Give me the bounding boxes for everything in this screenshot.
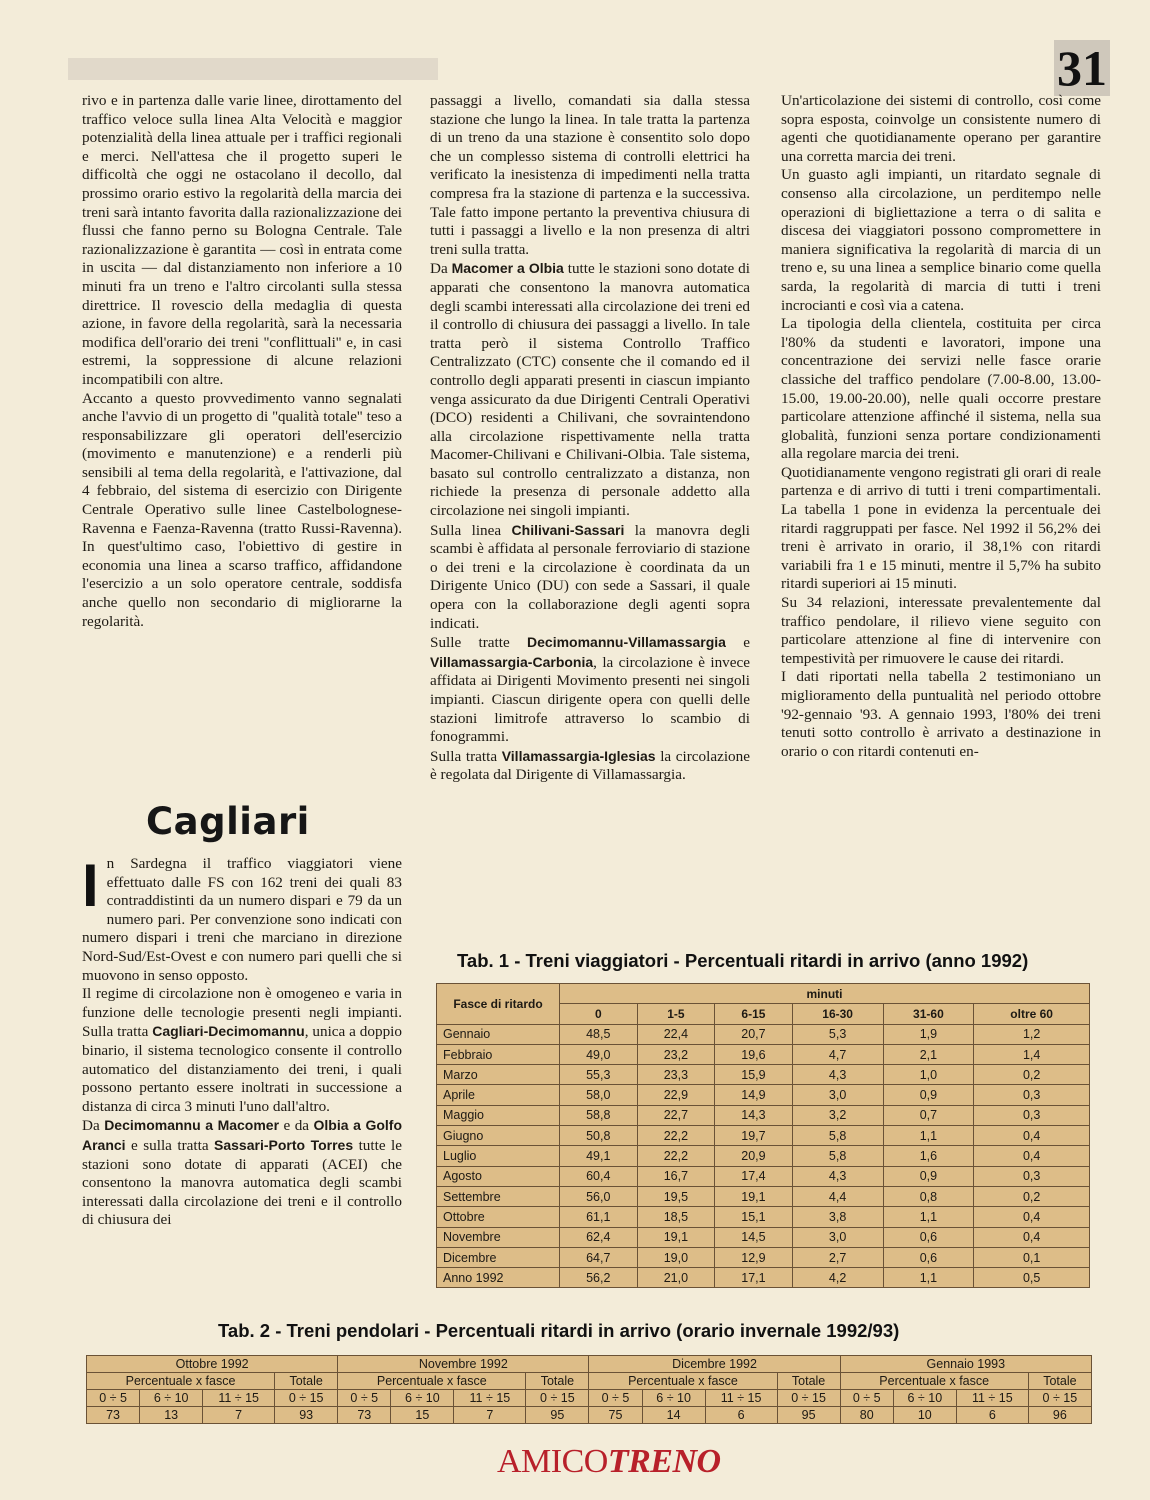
table-cell: 17,4: [715, 1166, 793, 1186]
paragraph: Sulle tratte Decimomannu-Villamassargia e Villamassargia-Carbonia, la circolazione è invece affidata ai Dirigenti Movimento presenti nei singoli impianti. Ciascun dirigente opera con quelli delle stazioni limitrofe attraverso lo scambio di fonogrammi.: [430, 634, 750, 746]
table-row: [437, 1146, 1090, 1166]
table-cell: 3,2: [792, 1105, 883, 1125]
table-cell: 0,9: [883, 1085, 974, 1105]
table-row: [437, 1268, 1090, 1288]
row-label: Anno 1992: [437, 1268, 560, 1288]
group-header: minuti: [560, 984, 1090, 1004]
table-cell: 75: [589, 1407, 642, 1424]
table-cell: 0,9: [883, 1166, 974, 1186]
table-cell: 2,7: [792, 1247, 883, 1267]
table-cell: 4,3: [792, 1065, 883, 1085]
range-header: 0 ÷ 5: [840, 1390, 893, 1407]
table-cell: 96: [1028, 1407, 1091, 1424]
month-header: Dicembre 1992: [589, 1356, 840, 1373]
table-cell: 0,4: [974, 1146, 1090, 1166]
paragraph: Su 34 relazioni, interessate prevalentemente dal traffico pendolare, il rilievo viene seguito con particolare attenzione al fine di intervenire con tempestività per rimuovere le cause dei ritardi.: [781, 594, 1101, 667]
paragraph: passaggi a livello, comandati sia dalla stessa stazione che lungo la linea. In tale tratta la partenza di un treno da una stazione è consentito solo dopo che un complesso sistema di controlli elettrici ha verificato la inesistenza di impedimenti nella tratta compresa fra la stazione di partenza e la successiva. Tale fatto impone pertanto la preventiva chiusura di tutti i passaggi a livello e la non presenza di altri treni sulla tratta.: [430, 92, 750, 258]
table-cell: 0,2: [974, 1065, 1090, 1085]
paragraph: Da Macomer a Olbia tutte le stazioni sono dotate di apparati che consentono la manovra automatica degli scambi interessati alla circolazione dei treni ed il controllo di chiusura dei passaggi a livello. In tale tratta però il sistema Controllo Traffico Centralizzato (CTC) consente che il comando ed il controllo degli apparati presenti in ciascun impianto venga assicurato da due Dirigenti Centrali Operativi (DCO) residenti a Chilivani, che sovraintendono alla circolazione rispettivamente nella tratta Macomer-Chilivani e Chilivani-Olbia. Tale sistema, basato sul controllo centralizzato a distanza, non richiede la presenza di personale addetto alla circolazione nei singoli impianti.: [430, 260, 750, 520]
table-cell: 55,3: [560, 1065, 638, 1085]
table-cell: 21,0: [637, 1268, 715, 1288]
table-cell: 0,6: [883, 1247, 974, 1267]
paragraph: Sulla tratta Villamassargia-Iglesias la circolazione è regolata dal Dirigente di Villamassargia.: [430, 747, 750, 784]
magazine-logo: AMICOTRENO: [497, 1443, 721, 1480]
table-cell: 22,2: [637, 1146, 715, 1166]
paragraph: Un guasto agli impianti, un ritardato segnale di consenso alla circolazione, un perditempo nelle operazioni di bigliettazione a terra o di salita e discesa dei viaggiatori possono compromettere in maniera significativa la regolarità di marcia di un treno e, su una linea a semplice binario come quella sarda, la regolarità di marcia di tutti i treni incrocianti e così via a catena.: [781, 166, 1101, 314]
table-cell: 56,2: [560, 1268, 638, 1288]
paragraph: Sulla linea Chilivani-Sassari la manovra degli scambi è affidata al personale ferroviario di stazione o dei treni e la circolazione è coordinata da un Dirigente Unico (DU) con sede a Sassari, il quale opera con la collaborazione degli agenti sopra indicati.: [430, 521, 750, 632]
table-cell: 60,4: [560, 1166, 638, 1186]
column-header: 16-30: [792, 1004, 883, 1024]
row-label: Dicembre: [437, 1247, 560, 1267]
table-cell: 3,8: [792, 1207, 883, 1227]
table-cell: 14: [642, 1407, 705, 1424]
column-1: [82, 92, 402, 631]
table-cell: 1,9: [883, 1024, 974, 1044]
row-label: Giugno: [437, 1126, 560, 1146]
table-cell: 7: [203, 1407, 275, 1424]
table-cell: 22,4: [637, 1024, 715, 1044]
paragraph: Accanto a questo provvedimento vanno segnalati anche l'avvio di un progetto di ''qualità totale'' teso a responsabilizzare gli operatori dell'esercizio (movimento e manutenzione) e a renderli più sensibili al tema della regolarità, e l'attivazione, dal 4 febbraio, del sistema di esercizio con Dirigente Centrale Operativo sulle linee Castelbolognese-Ravenna e Faenza-Ravenna (tratto Russi-Ravenna). In quest'ultimo caso, l'obiettivo di gestire in economia una linea a scarso traffico, affidandone l'esercizio a un solo operatore centrale, soddisfa anche quello non secondario di migliorarne la regolarità.: [82, 389, 402, 630]
table-cell: 50,8: [560, 1126, 638, 1146]
page-number: 31: [1054, 40, 1110, 96]
table-cell: 22,9: [637, 1085, 715, 1105]
column-header: 31-60: [883, 1004, 974, 1024]
range-header: 6 ÷ 10: [140, 1390, 203, 1407]
table-2: [86, 1355, 1092, 1424]
paragraph: Da Decimomannu a Macomer e da Olbia a Golfo Aranci e sulla tratta Sassari-Porto Torres tutte le stazioni sono dotate di apparati (ACEI) che consentono la manovra automatica degli scambi interessati dalla circolazione dei treni e il controllo di chiusura dei: [82, 1117, 402, 1229]
column-header: 1-5: [637, 1004, 715, 1024]
table-row: [437, 1227, 1090, 1247]
table-cell: 4,2: [792, 1268, 883, 1288]
table-cell: 48,5: [560, 1024, 638, 1044]
table-cell: 0,8: [883, 1186, 974, 1206]
range-header: 11 ÷ 15: [203, 1390, 275, 1407]
table-cell: 0,1: [974, 1247, 1090, 1267]
table-cell: 1,6: [883, 1146, 974, 1166]
table-cell: 17,1: [715, 1268, 793, 1288]
table-cell: 7: [454, 1407, 526, 1424]
month-header: Gennaio 1993: [840, 1356, 1091, 1373]
table-row: [437, 1186, 1090, 1206]
table-cell: 13: [140, 1407, 203, 1424]
table-row: [437, 1085, 1090, 1105]
row-label: Novembre: [437, 1227, 560, 1247]
table-1-title: Tab. 1 - Treni viaggiatori - Percentuali ritardi in arrivo (anno 1992): [457, 950, 1029, 971]
table-cell: 95: [526, 1407, 589, 1424]
drop-cap: I: [82, 852, 99, 919]
table-cell: 19,0: [637, 1247, 715, 1267]
table-cell: 0,7: [883, 1105, 974, 1125]
table-cell: 15,1: [715, 1207, 793, 1227]
table-cell: 5,3: [792, 1024, 883, 1044]
table-cell: 1,4: [974, 1044, 1090, 1064]
table-cell: 22,2: [637, 1126, 715, 1146]
month-header: Ottobre 1992: [87, 1356, 338, 1373]
table-row: [437, 1126, 1090, 1146]
table-cell: 0,6: [883, 1227, 974, 1247]
sub-header: Percentuale x fasce: [840, 1373, 1028, 1390]
table-cell: 64,7: [560, 1247, 638, 1267]
range-header: 0 ÷ 5: [87, 1390, 140, 1407]
table-cell: 6: [705, 1407, 777, 1424]
paragraph: In Sardegna il traffico viaggiatori viene effettuato dalle FS con 162 treni dei quali 83 contraddistinti da un numero dispari e 79 da un numero pari. Per convenzione sono indicati con numero dispari i treni che marciano in direzione Nord-Sud/Est-Ovest e con numero pari quelli che si muovono in senso opposto.: [82, 852, 402, 984]
table-row: [437, 1044, 1090, 1064]
range-header: 11 ÷ 15: [956, 1390, 1028, 1407]
column-3: [781, 92, 1101, 761]
table-cell: 62,4: [560, 1227, 638, 1247]
table-cell: 0,5: [974, 1268, 1090, 1288]
table-cell: 0,4: [974, 1126, 1090, 1146]
paragraph: rivo e in partenza dalle varie linee, dirottamento del traffico veloce sulla linea Alta Velocità e maggior potenzialità della linea attuale per i traffici regionali e merci. Nell'attesa che il progetto superi le difficoltà che oggi ne ostacolano il decollo, dal prossimo orario estivo la regolarità della marcia dei treni sarà intanto favorita dalla razionalizzazione dei flussi che fanno perno su Bologna Centrale. Tale razionalizzazione è garantita — così in entrata come in uscita — dal distanziamento non inferiore a 10 minuti fra un treno e l'altro circolanti sulla stessa direttrice. Il rovescio della medaglia di questa azione, in favore della regolarità, sarà la necessaria modifica dell'orario dei treni ''conflittuali'' e, in casi estremi, la soppressione di alcune relazioni incompatibili con altre.: [82, 92, 402, 388]
table-cell: 19,6: [715, 1044, 793, 1064]
table-cell: 5,8: [792, 1146, 883, 1166]
row-label: Luglio: [437, 1146, 560, 1166]
paragraph: I dati riportati nella tabella 2 testimoniano un miglioramento della puntualità nel periodo ottobre '92-gennaio '93. A gennaio 1993, l'80% dei treni tenuti sotto controllo è arrivato a destinazione in orario o con ritardi contenuti en-: [781, 668, 1101, 760]
table-cell: 19,5: [637, 1186, 715, 1206]
sub-header: Totale: [275, 1373, 338, 1390]
table-cell: 10: [893, 1407, 956, 1424]
table-cell: 3,0: [792, 1085, 883, 1105]
paragraph: Un'articolazione dei sistemi di controllo, così come sopra esposta, coinvolge un consistente numero di agenti che quotidianamente operano per garantire una corretta marcia dei treni.: [781, 92, 1101, 165]
column-header: oltre 60: [974, 1004, 1090, 1024]
table-cell: 3,0: [792, 1227, 883, 1247]
table-cell: 61,1: [560, 1207, 638, 1227]
table-cell: 73: [338, 1407, 391, 1424]
table-cell: 49,0: [560, 1044, 638, 1064]
table-cell: 0,3: [974, 1085, 1090, 1105]
sub-header: Totale: [526, 1373, 589, 1390]
sub-header: Totale: [1028, 1373, 1091, 1390]
range-header: 0 ÷ 5: [589, 1390, 642, 1407]
table-cell: 4,7: [792, 1044, 883, 1064]
table-cell: 15,9: [715, 1065, 793, 1085]
table-cell: 73: [87, 1407, 140, 1424]
table-cell: 1,2: [974, 1024, 1090, 1044]
table-cell: 15: [391, 1407, 454, 1424]
range-header: 0 ÷ 15: [777, 1390, 840, 1407]
table-cell: 22,7: [637, 1105, 715, 1125]
table-row: [437, 1166, 1090, 1186]
column-header: 6-15: [715, 1004, 793, 1024]
table-cell: 0,3: [974, 1166, 1090, 1186]
table-cell: 23,3: [637, 1065, 715, 1085]
table-cell: 0,2: [974, 1186, 1090, 1206]
table-cell: 14,3: [715, 1105, 793, 1125]
table-cell: 58,8: [560, 1105, 638, 1125]
row-label: Marzo: [437, 1065, 560, 1085]
table-cell: 4,3: [792, 1166, 883, 1186]
table-cell: 2,1: [883, 1044, 974, 1064]
table-cell: 14,5: [715, 1227, 793, 1247]
table-2-title: Tab. 2 - Treni pendolari - Percentuali ritardi in arrivo (orario invernale 1992/93): [218, 1320, 900, 1341]
table-row: [437, 1105, 1090, 1125]
sub-header: Totale: [777, 1373, 840, 1390]
table-cell: 6: [956, 1407, 1028, 1424]
range-header: 0 ÷ 15: [1028, 1390, 1091, 1407]
table-cell: 19,1: [637, 1227, 715, 1247]
table-cell: 58,0: [560, 1085, 638, 1105]
table-cell: 93: [275, 1407, 338, 1424]
row-label: Aprile: [437, 1085, 560, 1105]
range-header: 0 ÷ 15: [526, 1390, 589, 1407]
table-cell: 23,2: [637, 1044, 715, 1064]
table-cell: 19,7: [715, 1126, 793, 1146]
table-cell: 0,4: [974, 1227, 1090, 1247]
table-cell: 49,1: [560, 1146, 638, 1166]
column-header: 0: [560, 1004, 638, 1024]
table-cell: 20,7: [715, 1024, 793, 1044]
row-label: Settembre: [437, 1186, 560, 1206]
header-band: [68, 58, 438, 80]
table-cell: 0,4: [974, 1207, 1090, 1227]
range-header: 6 ÷ 10: [642, 1390, 705, 1407]
paragraph: La tipologia della clientela, costituita per circa l'80% da studenti e lavoratori, impone una concentrazione dei servizi nelle fasce orarie classiche del traffico pendolare (7.00-8.00, 13.00-15.00, 19.00-20.00), nelle quali occorre prestare particolare attenzione affinché il sistema, nella sua globalità, funzioni senza portare condizionamenti alla regolare marcia dei treni.: [781, 315, 1101, 463]
sub-header: Percentuale x fasce: [338, 1373, 526, 1390]
row-label: Febbraio: [437, 1044, 560, 1064]
range-header: 11 ÷ 15: [454, 1390, 526, 1407]
table-row: [437, 1065, 1090, 1085]
table-cell: 1,1: [883, 1207, 974, 1227]
range-header: 6 ÷ 10: [893, 1390, 956, 1407]
paragraph: Quotidianamente vengono registrati gli orari di reale partenza e di arrivo di tutti i treni compartimentali. La tabella 1 pone in evidenza la percentuale dei ritardi raggruppati per fasce. Nel 1992 il 56,2% dei treni è arrivato in orario, il 38,1% con ritardi variabili fra 1 e 15 minuti, mentre il 5,7% ha subito ritardi superiori ai 15 minuti.: [781, 463, 1101, 593]
row-label: Agosto: [437, 1166, 560, 1186]
cagliari-article: [82, 852, 402, 1230]
table-cell: 19,1: [715, 1186, 793, 1206]
table-cell: 1,1: [883, 1126, 974, 1146]
column-2: [430, 92, 750, 785]
table-cell: 0,3: [974, 1105, 1090, 1125]
sub-header: Percentuale x fasce: [87, 1373, 275, 1390]
row-label: Ottobre: [437, 1207, 560, 1227]
section-title: Cagliari: [146, 800, 310, 843]
table-row: [437, 1247, 1090, 1267]
range-header: 6 ÷ 10: [391, 1390, 454, 1407]
table-cell: 1,0: [883, 1065, 974, 1085]
range-header: 0 ÷ 5: [338, 1390, 391, 1407]
table-cell: 80: [840, 1407, 893, 1424]
range-header: 0 ÷ 15: [275, 1390, 338, 1407]
table-cell: 16,7: [637, 1166, 715, 1186]
table-cell: 5,8: [792, 1126, 883, 1146]
table-cell: 95: [777, 1407, 840, 1424]
table-row: [437, 1024, 1090, 1044]
table-cell: 20,9: [715, 1146, 793, 1166]
sub-header: Percentuale x fasce: [589, 1373, 777, 1390]
table-cell: 12,9: [715, 1247, 793, 1267]
row-label: Maggio: [437, 1105, 560, 1125]
month-header: Novembre 1992: [338, 1356, 589, 1373]
row-header: Fasce di ritardo: [437, 984, 560, 1025]
paragraph: Il regime di circolazione non è omogeneo e varia in funzione delle tecnologie presenti negli impianti. Sulla tratta Cagliari-Decimomannu, unica a doppio binario, il sistema tecnologico consente il controllo automatico del distanziamento dei treni, i quali possono pertanto essere inoltrati in successione a distanza di circa 3 minuti l'uno dall'altro.: [82, 985, 402, 1115]
table-cell: 1,1: [883, 1268, 974, 1288]
table-cell: 4,4: [792, 1186, 883, 1206]
table-cell: 18,5: [637, 1207, 715, 1227]
range-header: 11 ÷ 15: [705, 1390, 777, 1407]
table-row: [437, 1207, 1090, 1227]
table-cell: 14,9: [715, 1085, 793, 1105]
row-label: Gennaio: [437, 1024, 560, 1044]
table-cell: 56,0: [560, 1186, 638, 1206]
table-1: [436, 983, 1090, 1288]
